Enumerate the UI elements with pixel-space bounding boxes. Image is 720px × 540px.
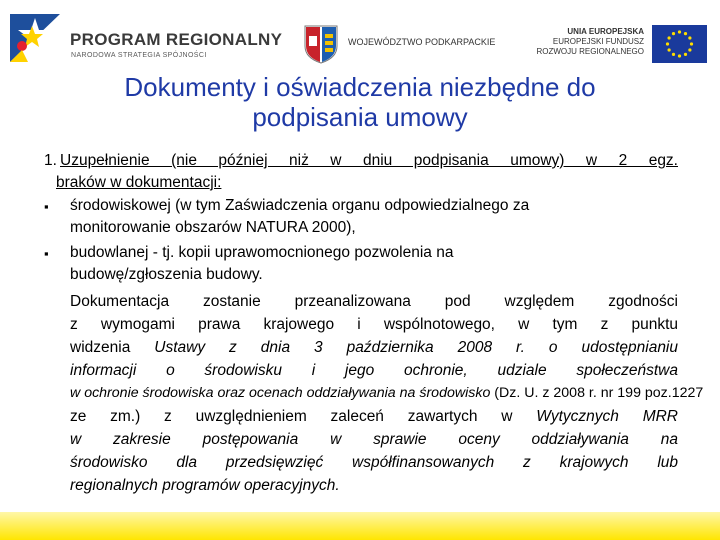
eu-star (678, 30, 681, 33)
guidelines-title: środowisko dla przedsięwzięć współfinansowanych z krajowych lub (70, 454, 678, 471)
paragraph-text: (Dz. U. z 2008 r. nr 199 poz.1227 (490, 385, 704, 401)
bullet-icon: ▪ (44, 246, 49, 261)
eu-star (690, 42, 693, 45)
eu-star (668, 48, 671, 51)
bottom-bar (0, 512, 720, 540)
eu-star (666, 42, 669, 45)
eu-star (672, 53, 675, 56)
program-subtitle: NARODOWA STRATEGIA SPÓJNOŚCI (71, 52, 207, 59)
eu-flag-icon (652, 25, 707, 63)
eu-star (678, 54, 681, 57)
header (0, 0, 720, 70)
paragraph-text: ze zm.) z uwzględnieniem zaleceń zawartych w (70, 408, 537, 425)
slide-title (40, 72, 680, 132)
bullet-line: budowę/zgłoszenia budowy. (70, 266, 263, 283)
law-title: Ustawy z dnia 3 października 2008 r. o udostępnianiu (154, 339, 678, 356)
title-line: podpisania umowy (252, 102, 468, 132)
eu-star (688, 48, 691, 51)
eu-star (672, 32, 675, 35)
bullet-icon: ▪ (44, 199, 49, 214)
paragraph-line (70, 406, 678, 428)
program-title: PROGRAM REGIONALNY (70, 30, 283, 49)
bullet-line: monitorowanie obszarów NATURA 2000), (70, 219, 356, 236)
paragraph-line (70, 452, 678, 474)
item-line: Uzupełnienie (nie później niż w dniu podpisania umowy) w 2 egz. (60, 152, 678, 169)
guidelines-title: Wytycznych MRR (536, 408, 678, 425)
eu-label (536, 27, 644, 57)
eu-line: UNIA EUROPEJSKA (567, 27, 644, 36)
eu-line: EUROPEJSKI FUNDUSZ (552, 37, 644, 46)
voivodeship-name: WOJEWÓDZTWO PODKARPACKIE (348, 37, 496, 47)
paragraph-text: widzenia (70, 339, 155, 356)
eu-star (684, 32, 687, 35)
item-line: braków w dokumentacji: (56, 174, 222, 191)
paragraph-line (70, 337, 678, 359)
program-regionalny-star-icon (8, 8, 63, 64)
paragraph-line (70, 475, 340, 497)
paragraph-line (70, 360, 678, 382)
law-title: informacji o środowisku i jego ochronie, udziale społeczeństwa (70, 362, 678, 379)
eu-line: ROZWOJU REGIONALNEGO (536, 47, 644, 56)
paragraph-line: z wymogami prawa krajowego i wspólnotowego, w tym z punktu (70, 316, 678, 333)
guidelines-title: w zakresie postępowania w sprawie oceny oddziaływania na (70, 431, 678, 448)
title-line: Dokumenty i oświadczenia niezbędne do (124, 72, 596, 102)
bullet-line: środowiskowej (w tym Zaświadczenia organu odpowiedzialnego za (70, 197, 530, 214)
item-number: 1. (44, 152, 57, 169)
paragraph-line: Dokumentacja zostanie przeanalizowana pod względem zgodności (70, 293, 678, 310)
paragraph-line (70, 383, 704, 405)
eu-star (668, 36, 671, 39)
law-title: w ochronie środowiska oraz ocenach oddziaływania na środowisko (70, 385, 491, 401)
eu-star (688, 36, 691, 39)
bullet-line: budowlanej - tj. kopii uprawomocnionego pozwolenia na (70, 244, 454, 261)
guidelines-title: regionalnych programów operacyjnych. (70, 477, 340, 494)
paragraph-line (70, 429, 678, 451)
eu-star (684, 53, 687, 56)
voivodeship-crest-icon (303, 24, 339, 64)
